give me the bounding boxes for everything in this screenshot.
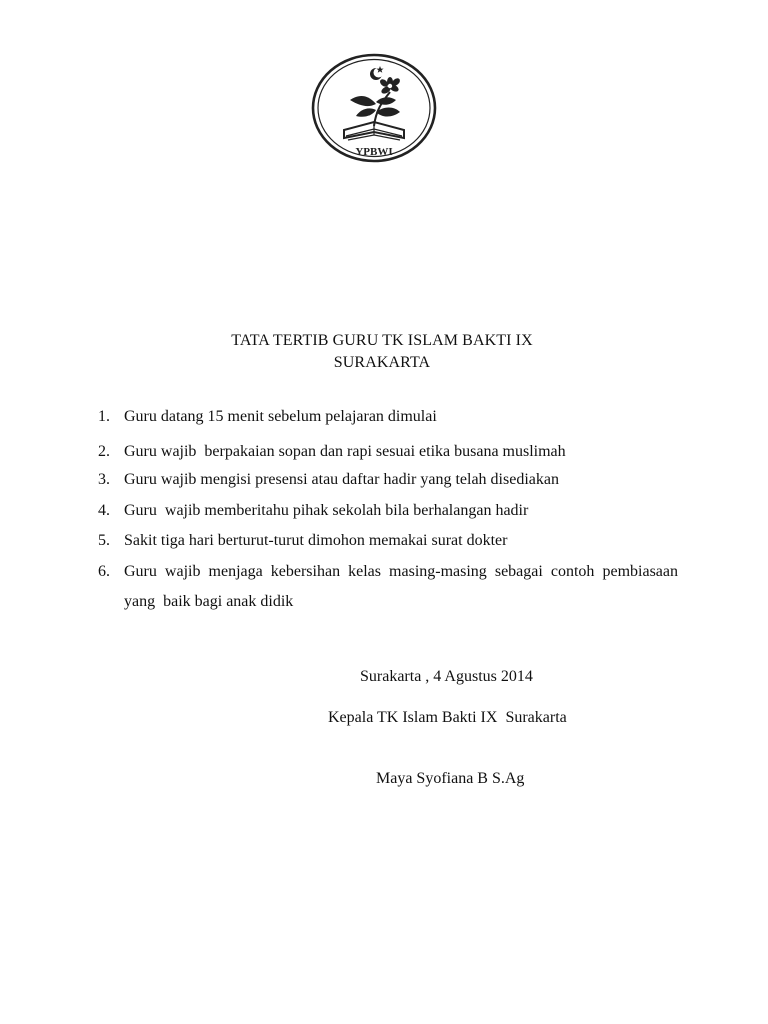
rule-number: 3. <box>98 471 110 488</box>
signature-position: Kepala TK Islam Bakti IX Surakarta <box>328 709 567 726</box>
rule-number: 4. <box>98 501 110 519</box>
rule-text: Guru wajib berpakaian sopan dan rapi sesuai etika busana muslimah <box>124 442 566 460</box>
signature-place-date: Surakarta , 4 Agustus 2014 <box>360 668 533 685</box>
rule-item <box>98 526 678 557</box>
rule-number: 1. <box>98 408 110 425</box>
rule-text: Guru wajib memberitahu pihak sekolah bila berhalangan hadir <box>124 501 529 519</box>
rules-list <box>98 402 682 618</box>
rule-text: Guru wajib menjaga kebersihan kelas masing-masing sebagai contoh pembiasaan yang baik bagi anak didik <box>124 562 682 610</box>
ypbwi-emblem-icon <box>310 52 438 164</box>
rule-text: Guru datang 15 menit sebelum pelajaran dimulai <box>124 408 437 425</box>
document-title-line-2: SURAKARTA <box>333 354 431 371</box>
rule-item <box>98 496 678 527</box>
document-title: TATA TERTIB GURU TK ISLAM BAKTI IX <box>231 332 533 349</box>
rule-number: 5. <box>98 532 110 549</box>
rule-number: 6. <box>98 562 110 580</box>
ypbwi-logo <box>310 52 438 164</box>
logo-lettering: YPBWI <box>355 146 393 158</box>
rule-item <box>98 402 678 433</box>
rule-number: 2. <box>98 442 110 460</box>
rule-item <box>98 437 678 468</box>
rule-text: Guru wajib mengisi presensi atau daftar hadir yang telah disediakan <box>124 471 559 488</box>
rule-text: Sakit tiga hari berturut-turut dimohon memakai surat dokter <box>124 532 508 549</box>
rule-item <box>98 557 682 618</box>
rule-item <box>98 465 678 496</box>
signature-name: Maya Syofiana B S.Ag <box>376 770 525 787</box>
